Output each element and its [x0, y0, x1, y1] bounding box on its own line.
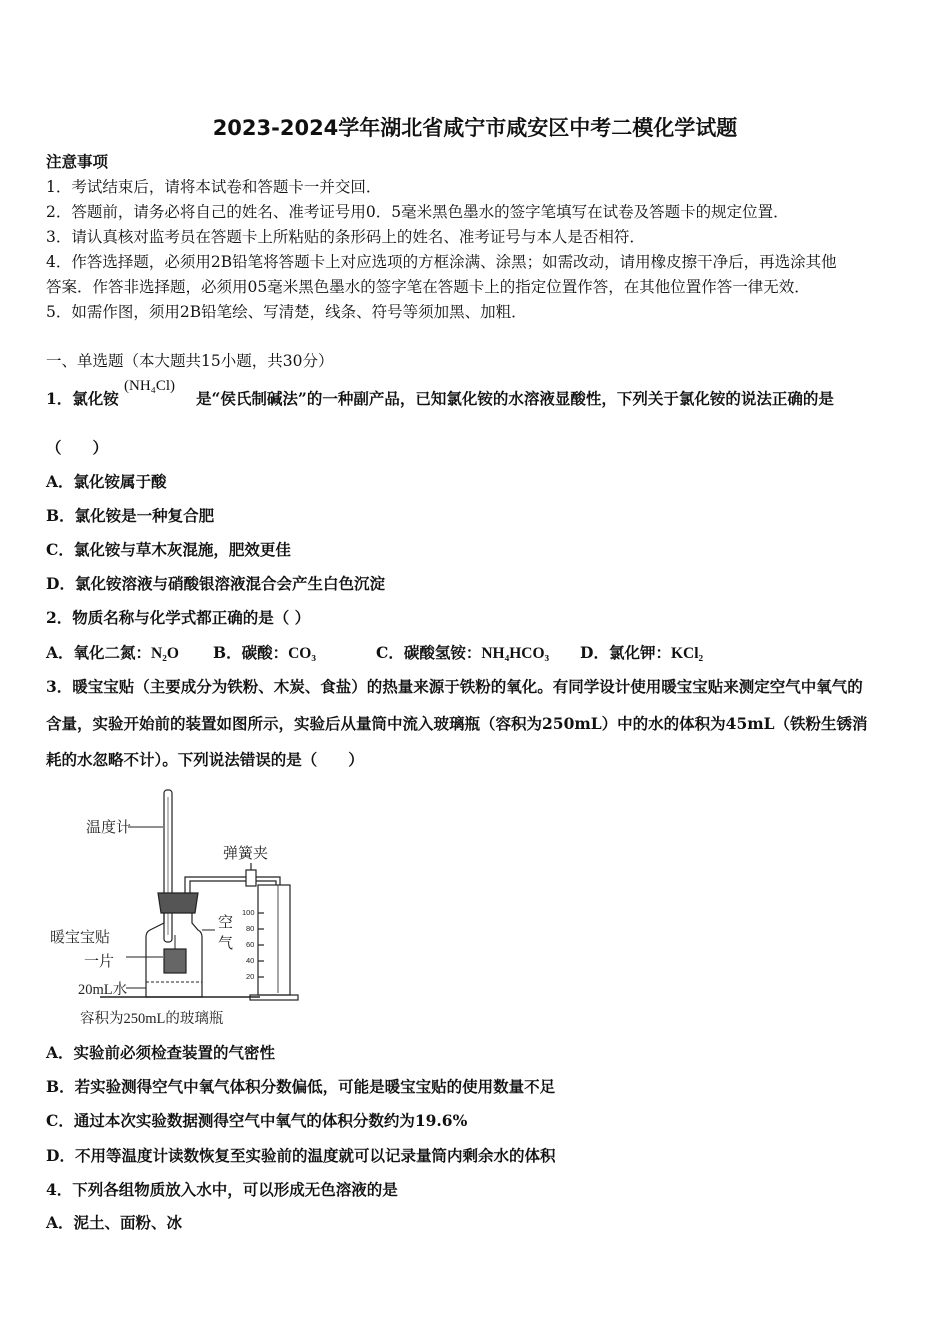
answer-bracket: （ ）	[46, 438, 109, 457]
notice-item: 2．答题前，请务必将自己的姓名、准考证号用0．5毫米黑色墨水的签字笔填写在试卷及答题卡的规定位置．	[46, 203, 789, 221]
option-a: A．实验前必须检查装置的气密性	[46, 1043, 276, 1062]
question-3-stem: 耗的水忽略不计）。下列说法错误的是（ ）	[46, 750, 364, 769]
graduated-cylinder-icon	[258, 885, 290, 995]
option-d: D．氯化铵溶液与硝酸银溶液混合会产生白色沉淀	[46, 574, 385, 593]
chem-formula: N₂O	[151, 645, 179, 662]
label-air: 空	[218, 913, 234, 931]
question-2-stem: 2．物质名称与化学式都正确的是（ ）	[46, 608, 311, 627]
tick-label: 20	[246, 972, 255, 981]
spring-clamp-icon	[246, 870, 256, 886]
page-title: 2023-2024学年湖北省咸宁市咸安区中考二模化学试题	[212, 116, 738, 140]
question-2-option-c	[376, 643, 549, 664]
tick-label: 40	[246, 956, 255, 965]
option-a: A．泥土、面粉、冰	[46, 1213, 183, 1232]
option-c: C．通过本次实验数据测得空气中氧气的体积分数约为19.6%	[46, 1111, 468, 1130]
label-patch: 一片	[84, 952, 115, 970]
option-label: B．碳酸：	[213, 643, 289, 662]
question-3-stem: 3．暖宝宝贴（主要成分为铁粉、木炭、食盐）的热量来源于铁粉的氧化。有同学设计使用暖宝宝贴来测定空气中氧气的	[46, 677, 863, 696]
question-1-prefix: 1．氯化铵	[46, 389, 119, 408]
question-2-option-d	[580, 643, 703, 664]
option-label: C．碳酸氢铵：	[376, 643, 482, 662]
label-clamp: 弹簧夹	[223, 844, 269, 862]
heat-patch-icon	[164, 949, 186, 973]
notice-item: 4．作答选择题，必须用2B铅笔将答题卡上对应选项的方框涂满、涂黑；如需改动，请用橡皮擦干净后，再选涂其他	[46, 253, 837, 271]
question-2-option-b	[213, 643, 316, 664]
option-c: C．氯化铵与草木灰混施，肥效更佳	[46, 540, 291, 559]
label-patch: 暖宝宝贴	[50, 928, 111, 946]
option-b: B．若实验测得空气中氧气体积分数偏低，可能是暖宝宝贴的使用数量不足	[46, 1077, 556, 1096]
notice-item: 3．请认真核对监考员在答题卡上所粘贴的条形码上的姓名、准考证号与本人是否相符．	[46, 228, 645, 246]
question-2-option-a	[46, 643, 179, 664]
label-water: 20mL水	[78, 982, 128, 998]
notice-item: 1．考试结束后，请将本试卷和答题卡一并交回．	[46, 178, 382, 196]
question-3-stem: 含量，实验开始前的装置如图所示，实验后从量筒中流入玻璃瓶（容积为250mL）中的水的体积为45mL（铁粉生锈消	[46, 714, 868, 733]
notice-item: 5．如需作图，须用2B铅笔绘、写清楚，线条、符号等须加黑、加粗．	[46, 303, 527, 321]
chem-formula: KCl₂	[670, 645, 704, 662]
label-air: 气	[218, 934, 234, 952]
label-bottle: 容积为250mL的玻璃瓶	[80, 1011, 224, 1027]
chem-formula: NH₄HCO₃	[481, 645, 550, 662]
question-1-formula: (NH₄Cl)	[124, 378, 176, 394]
chem-formula: CO₃	[288, 645, 317, 662]
label-thermometer: 温度计	[86, 818, 132, 836]
apparatus-figure	[40, 785, 330, 1035]
option-label: D．氯化钾：	[580, 643, 671, 662]
option-label: A．氧化二氮：	[46, 643, 152, 662]
question-4-stem: 4．下列各组物质放入水中，可以形成无色溶液的是	[46, 1180, 398, 1199]
notice-heading: 注意事项	[46, 152, 109, 171]
section-heading: 一、单选题（本大题共15小题，共30分）	[46, 352, 334, 370]
option-a: A．氯化铵属于酸	[46, 472, 167, 491]
tick-label: 100	[242, 908, 255, 917]
tick-label: 80	[246, 924, 255, 933]
notice-item: 答案．作答非选择题，必须用05毫米黑色墨水的签字笔在答题卡上的指定位置作答，在其他位置作答一律无效．	[46, 278, 810, 296]
question-1-stem: 是“侯氏制碱法”的一种副产品，已知氯化铵的水溶液显酸性，下列关于氯化铵的说法正确的是	[196, 389, 834, 408]
option-b: B．氯化铵是一种复合肥	[46, 506, 215, 525]
option-d: D．不用等温度计读数恢复至实验前的温度就可以记录量筒内剩余水的体积	[46, 1146, 556, 1165]
tick-label: 60	[246, 940, 255, 949]
